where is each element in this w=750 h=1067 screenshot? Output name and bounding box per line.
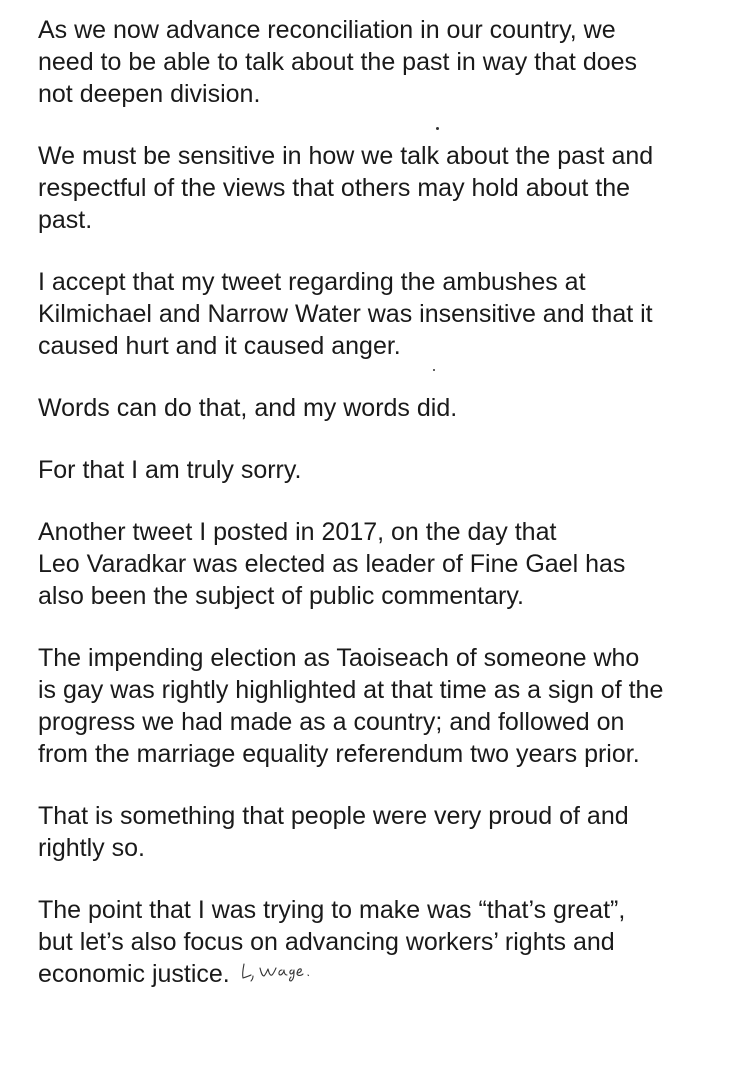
handwritten-annotation-drawing [240,960,314,982]
paragraph-point-text: The point that I was trying to make was “that’s great”, but let’s also focus on advancing workers’ rights and economic justice. [38,896,626,988]
paragraph-words: Words can do that, and my words did. [38,394,458,422]
handwritten-annotation [240,960,314,982]
paragraph-election: The impending election as Taoiseach of someone who is gay was rightly highlighted at that time as a sign of the progress we had made as a country; and followed on from the marriage equality referendum two years prior. [38,644,664,768]
paragraph-tweet-2017: Another tweet I posted in 2017, on the day that Leo Varadkar was elected as leader of Fine Gael has also been the subject of public commentary. [38,518,626,610]
paragraph-apology: For that I am truly sorry. [38,456,302,484]
paragraph-point [38,894,750,990]
paragraph-sensitive: We must be sensitive in how we talk about the past and respectful of the views that others may hold about the past. [38,142,654,234]
document-body [38,14,750,990]
stray-dot-mark [433,369,435,371]
paragraph-proud: That is something that people were very proud of and rightly so. [38,802,629,862]
paragraph-reconciliation: As we now advance reconciliation in our country, we need to be able to talk about the past in way that does not deepen division. [38,16,638,108]
stray-dot-mark [436,127,439,130]
paragraph-tweet-ambushes: I accept that my tweet regarding the ambushes at Kilmichael and Narrow Water was insensitive and that it caused hurt and it caused anger. [38,268,653,360]
